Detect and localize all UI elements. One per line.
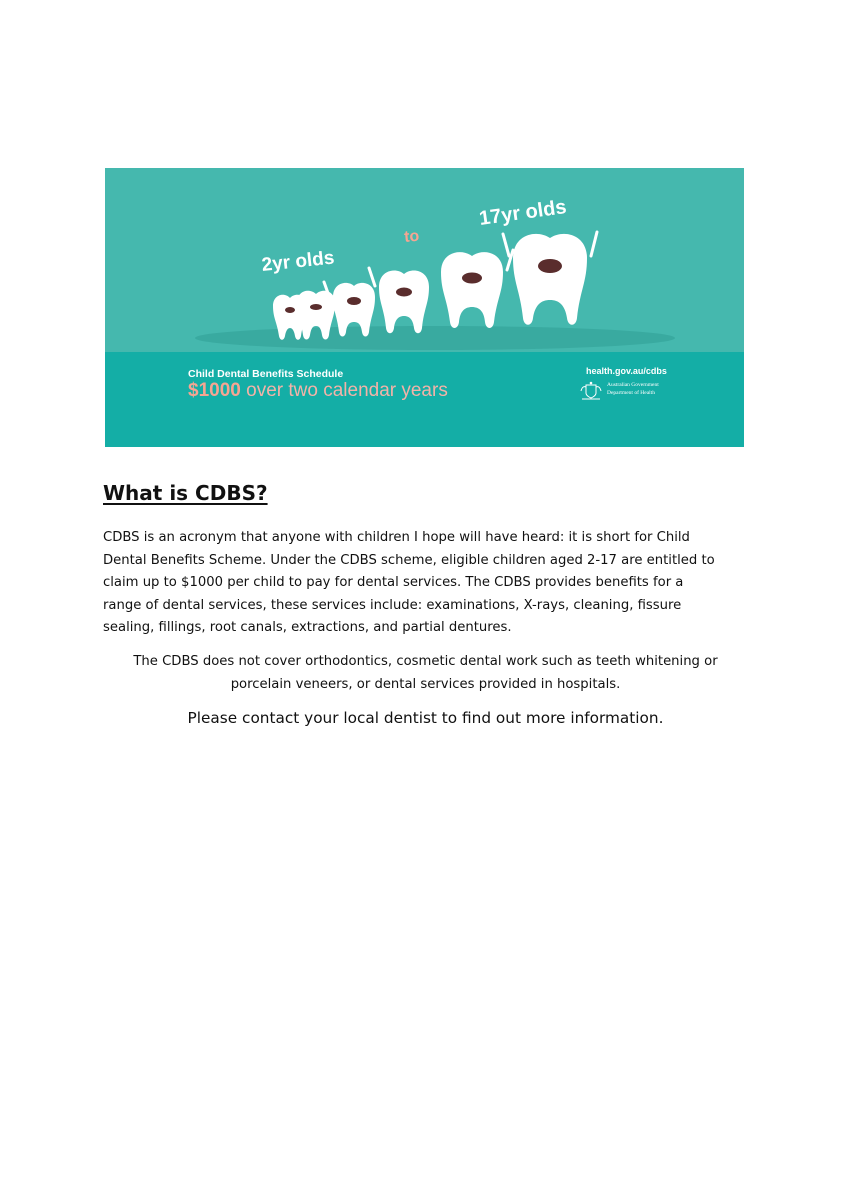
age-start-label: 2yr olds [260, 247, 336, 277]
coverage-line: The CDBS does not cover orthodontics, cosmetic dental work such as teeth whitening or [133, 654, 718, 669]
coverage-line: porcelain veneers, or dental services provided in hospitals. [230, 676, 621, 692]
tooth-5 [441, 250, 513, 328]
intro-line: CDBS is an acronym that anyone with children I hope will have heard: it is short for Child [103, 530, 690, 545]
intro-paragraph [103, 527, 748, 640]
contact-message: Please contact your local dentist to find out more information. [187, 709, 664, 727]
tooth-6 [503, 232, 597, 325]
cdbs-banner [105, 168, 744, 447]
coat-of-arms-icon [579, 381, 603, 401]
intro-line: sealing, fillings, root canals, extractions, and partial dentures. [103, 620, 512, 635]
amount-line [188, 380, 448, 402]
age-connector-label: to [403, 227, 420, 247]
benefit-amount: $1000 [188, 380, 241, 401]
schedule-label: Child Dental Benefits Schedule [188, 368, 344, 380]
government-name: Australian Government [607, 382, 659, 388]
website-url: health.gov.au/cdbs [586, 366, 667, 376]
intro-line: Dental Benefits Scheme. Under the CDBS scheme, eligible children aged 2-17 are entitled to [103, 552, 715, 568]
tooth-4 [369, 268, 429, 333]
department-name: Department of Health [607, 390, 655, 396]
intro-line: claim up to $1000 per child to pay for dental services. The CDBS provides benefits for a [103, 575, 684, 590]
intro-line: range of dental services, these services include: examinations, X-rays, cleaning, fissure [103, 597, 682, 613]
government-logo [579, 379, 669, 405]
page-heading: What is CDBS? [103, 481, 268, 505]
teeth-illustration [105, 168, 744, 447]
amount-period: over two calendar years [240, 380, 448, 401]
age-end-label: 17yr olds [477, 196, 568, 231]
coverage-paragraph [103, 651, 748, 696]
